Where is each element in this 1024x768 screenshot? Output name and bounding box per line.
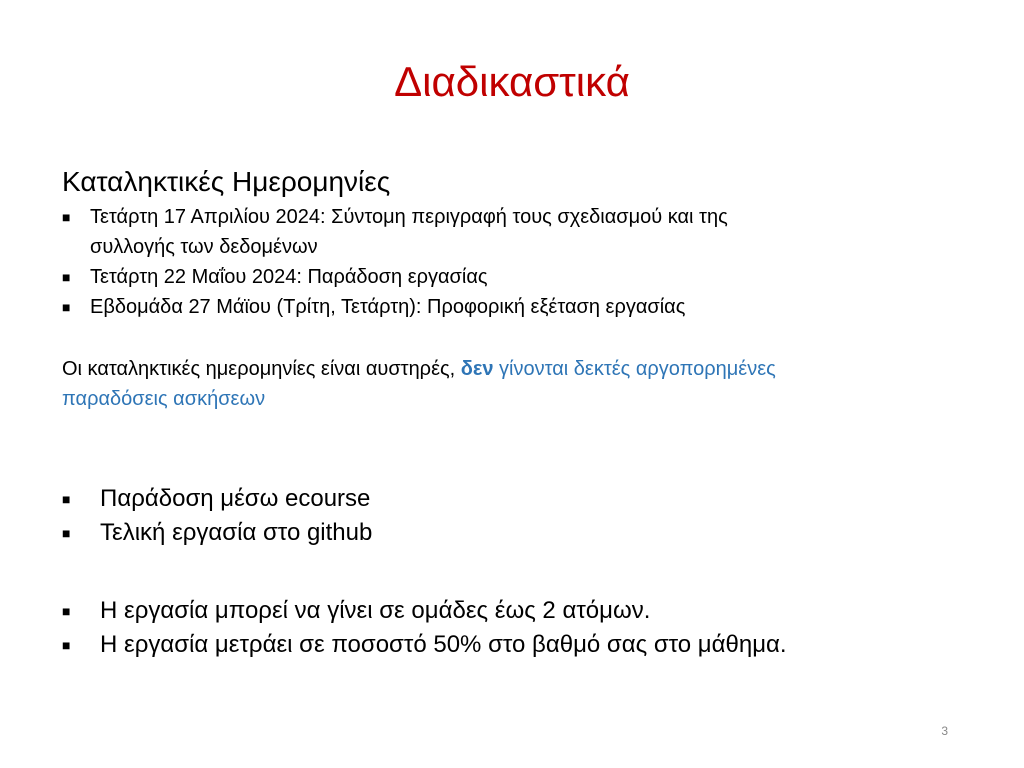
submission-text: Παράδοση μέσω ecourse <box>100 485 371 512</box>
deadline-text: Εβδομάδα 27 Μάϊου (Τρίτη, Τετάρτη): Προφορική εξέταση εργασίας <box>90 296 686 318</box>
square-bullet-icon: ■ <box>62 491 71 507</box>
group-item <box>62 628 962 662</box>
deadline-text-continuation: συλλογής των δεδομένων <box>90 236 318 258</box>
deadline-note <box>62 354 942 414</box>
note-emphasis: δεν <box>460 358 494 380</box>
deadline-item <box>62 202 942 262</box>
note-prefix: Οι καταληκτικές ημερομηνίες είναι αυστηρές, <box>62 358 461 380</box>
deadlines-heading: Καταληκτικές Ημερομηνίες <box>62 166 391 197</box>
deadline-text: Τετάρτη 22 Μαΐου 2024: Παράδοση εργασίας <box>90 266 488 288</box>
group-text: Η εργασία μπορεί να γίνει σε ομάδες έως 2 ατόμων. <box>100 597 651 624</box>
square-bullet-icon: ■ <box>62 299 71 315</box>
slide-title: Διαδικαστικά <box>394 58 630 105</box>
deadline-text: Τετάρτη 17 Απριλίου 2024: Σύντομη περιγραφή τους σχεδιασμού και της <box>90 206 728 228</box>
group-text: Η εργασία μετράει σε ποσοστό 50% στο βαθμό σας στο μάθημα. <box>100 631 787 658</box>
submission-list <box>62 482 962 550</box>
submission-text: Τελική εργασία στο github <box>100 519 373 546</box>
note-suffix: γίνονται δεκτές αργοπορημένες <box>493 358 776 380</box>
submission-item <box>62 482 962 516</box>
deadlines-list <box>62 202 942 322</box>
square-bullet-icon: ■ <box>62 269 71 285</box>
square-bullet-icon: ■ <box>62 637 71 653</box>
page-number: 3 <box>941 724 948 738</box>
group-item <box>62 594 962 628</box>
group-list <box>62 594 962 662</box>
square-bullet-icon: ■ <box>62 603 71 619</box>
deadline-item <box>62 292 942 322</box>
square-bullet-icon: ■ <box>62 209 71 225</box>
deadline-item <box>62 262 942 292</box>
square-bullet-icon: ■ <box>62 525 71 541</box>
note-suffix-continuation: παραδόσεις ασκήσεων <box>62 388 266 410</box>
submission-item <box>62 516 962 550</box>
